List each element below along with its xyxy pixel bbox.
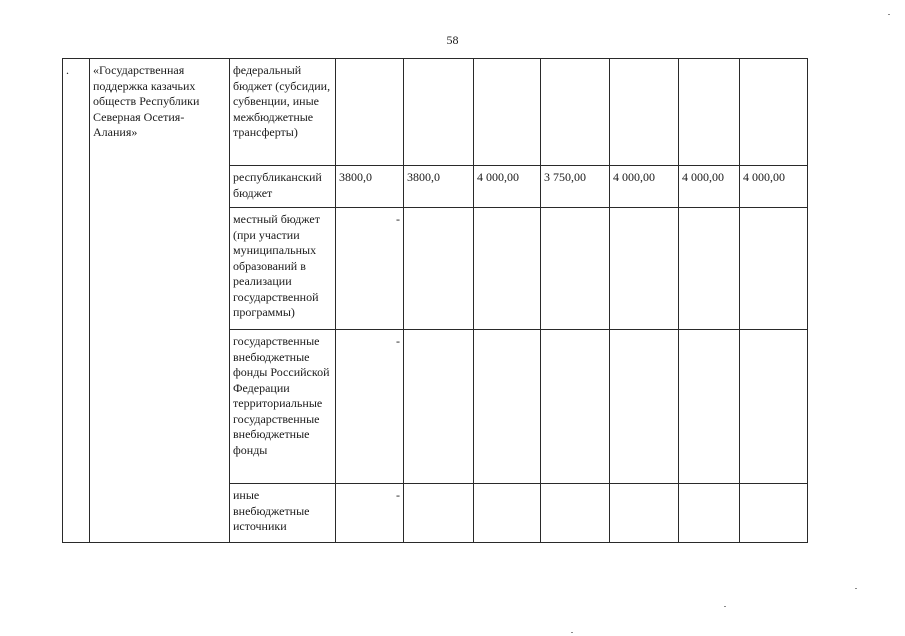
value-cell: 4 000,00	[474, 166, 541, 208]
value-cell	[404, 484, 474, 543]
value-cell	[541, 330, 610, 484]
value-cell: 4 000,00	[679, 166, 740, 208]
value-cell	[740, 330, 808, 484]
page-number: 58	[446, 33, 459, 47]
funding-source-cell: местный бюджет (при участии муниципальных образований в реализации государственной программы)	[230, 208, 336, 330]
value-cell	[541, 208, 610, 330]
value-cell	[541, 484, 610, 543]
value-cell: -	[336, 330, 404, 484]
value-cell	[679, 330, 740, 484]
scan-speck	[571, 632, 573, 633]
scan-speck	[724, 606, 726, 607]
value-cell	[610, 59, 679, 166]
scan-speck	[855, 588, 857, 589]
value-cell	[474, 484, 541, 543]
value-cell	[740, 208, 808, 330]
scan-speck	[888, 14, 890, 15]
value-cell	[404, 59, 474, 166]
value-cell	[474, 59, 541, 166]
value-cell	[404, 330, 474, 484]
value-cell	[336, 59, 404, 166]
value-cell	[610, 208, 679, 330]
value-cell	[404, 208, 474, 330]
value-cell: -	[336, 208, 404, 330]
value-cell	[474, 330, 541, 484]
program-name-cell: «Государственная поддержка казачьих обществ Республики Северная Осетия-Алания»	[90, 59, 230, 543]
funding-source-cell: иные внебюджетные источники	[230, 484, 336, 543]
value-cell	[610, 484, 679, 543]
value-cell	[679, 208, 740, 330]
value-cell: -	[336, 484, 404, 543]
value-cell	[740, 484, 808, 543]
value-cell: 4 000,00	[610, 166, 679, 208]
value-cell	[679, 484, 740, 543]
value-cell	[474, 208, 541, 330]
funding-source-cell: государственные внебюджетные фонды Российской Федерации территориальные государственные внебюджетные фонды	[230, 330, 336, 484]
budget-table	[62, 58, 808, 543]
value-cell	[610, 330, 679, 484]
value-cell: 3800,0	[336, 166, 404, 208]
table-row-federal	[63, 59, 808, 166]
value-cell	[740, 59, 808, 166]
value-cell: 4 000,00	[740, 166, 808, 208]
value-cell: 3800,0	[404, 166, 474, 208]
value-cell: 3 750,00	[541, 166, 610, 208]
funding-source-cell: федеральный бюджет (субсидии, субвенции, иные межбюджетные трансферты)	[230, 59, 336, 166]
row-index-cell: .	[63, 59, 90, 543]
value-cell	[679, 59, 740, 166]
value-cell	[541, 59, 610, 166]
funding-source-cell: республиканский бюджет	[230, 166, 336, 208]
